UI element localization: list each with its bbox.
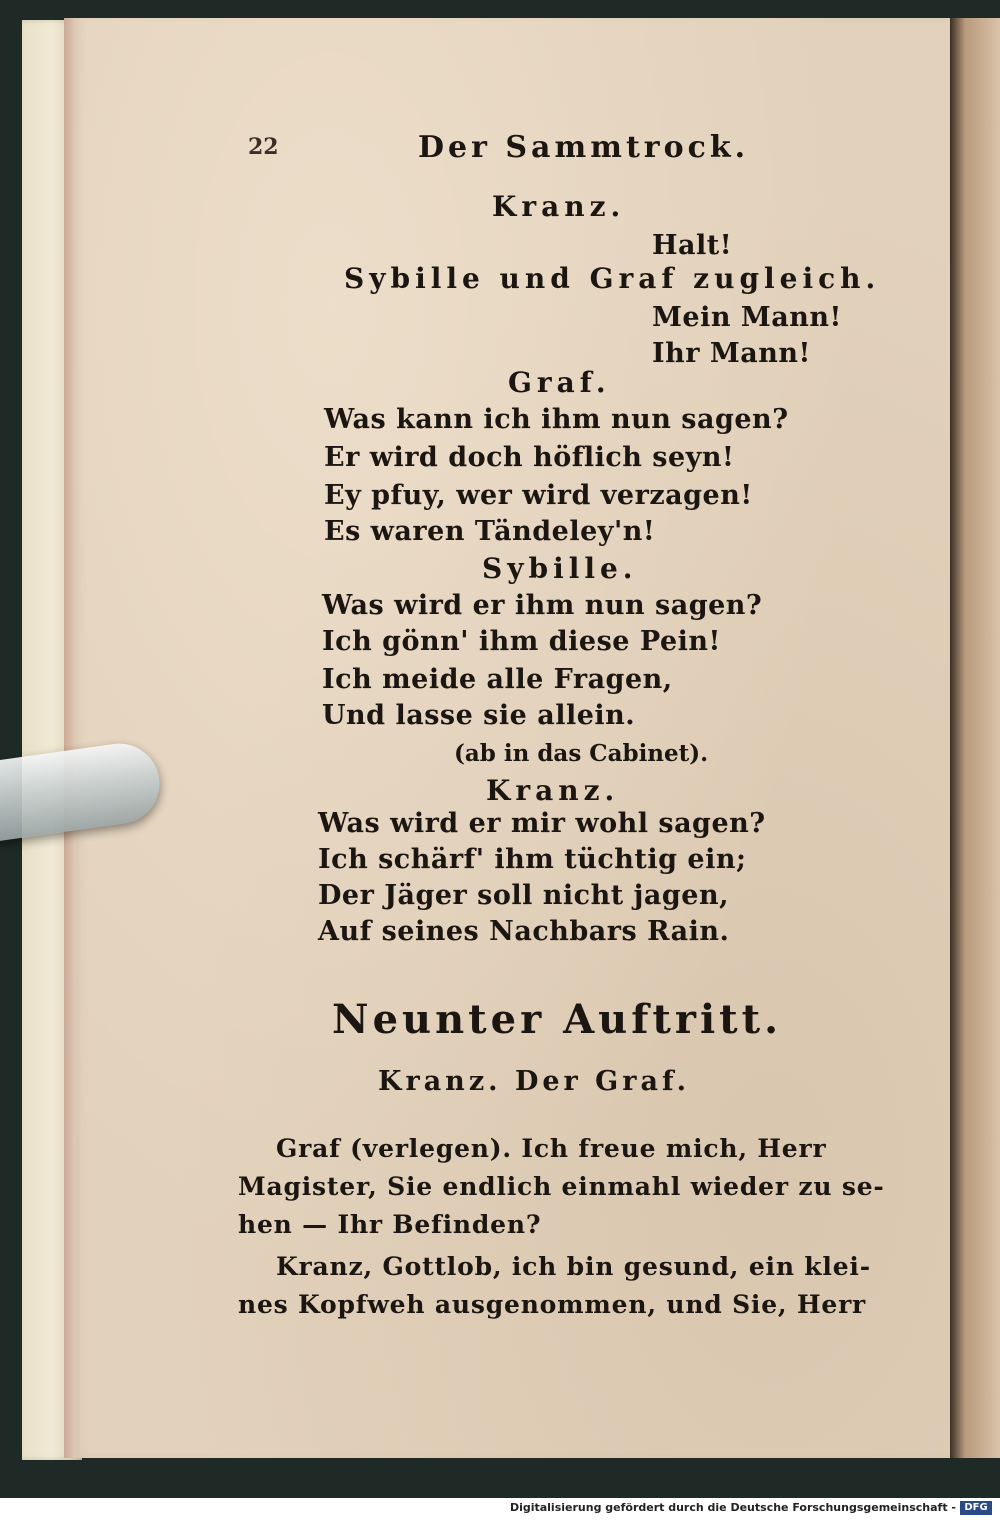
speaker-label: Kranz. <box>486 774 620 807</box>
footer-bar <box>0 1498 1000 1520</box>
speaker-label: Sybille und Graf zugleich. <box>344 262 881 295</box>
speaker-label: Kranz. <box>492 190 626 223</box>
scene-title: Neunter Auftritt. <box>332 996 783 1043</box>
running-head: Der Sammtrock. <box>418 130 750 165</box>
verse-line: Mein Mann! <box>652 302 842 333</box>
verse-line: Ihr Mann! <box>652 338 811 369</box>
verse-line: Auf seines Nachbars Rain. <box>318 916 730 947</box>
verse-line: Ich gönn' ihm diese Pein! <box>322 626 721 657</box>
verse-line: Und lasse sie allein. <box>322 700 636 731</box>
verse-line: Er wird doch höflich seyn! <box>324 442 735 473</box>
verse-line: Der Jäger soll nicht jagen, <box>318 880 729 911</box>
verse-line: Was wird er mir wohl sagen? <box>318 808 766 839</box>
book-page <box>64 18 950 1458</box>
prose-line: nes Kopfweh ausgenommen, und Sie, Herr <box>238 1290 867 1319</box>
speaker-label: Sybille. <box>482 552 638 585</box>
verse-line: Was wird er ihm nun sagen? <box>322 590 763 621</box>
stage-direction: (ab in das Cabinet). <box>454 740 709 767</box>
verse-line: Was kann ich ihm nun sagen? <box>324 404 789 435</box>
verse-line: Ey pfuy, wer wird verzagen! <box>324 480 753 511</box>
page-number: 22 <box>248 134 279 160</box>
verse-line: Es waren Tändeley'n! <box>324 516 656 547</box>
verse-line: Ich schärf' ihm tüchtig ein; <box>318 844 747 875</box>
verse-line: Halt! <box>652 230 733 261</box>
prose-line: Graf (verlegen). Ich freue mich, Herr <box>276 1134 827 1163</box>
prose-line: Magister, Sie endlich einmahl wieder zu se- <box>238 1172 885 1201</box>
prose-line: Kranz, Gottlob, ich bin gesund, ein klei- <box>276 1252 871 1281</box>
scene-persons: Kranz. Der Graf. <box>378 1066 690 1097</box>
page-gutter <box>64 18 76 1458</box>
speaker-label: Graf. <box>508 366 611 399</box>
prose-line: hen — Ihr Befinden? <box>238 1210 542 1239</box>
verse-line: Ich meide alle Fragen, <box>322 664 673 695</box>
facing-page-edge <box>950 18 1000 1458</box>
digitization-credit: Digitalisierung gefördert durch die Deutsche Forschungsgemeinschaft - <box>509 1501 956 1514</box>
dfg-logo: DFG <box>960 1501 992 1515</box>
